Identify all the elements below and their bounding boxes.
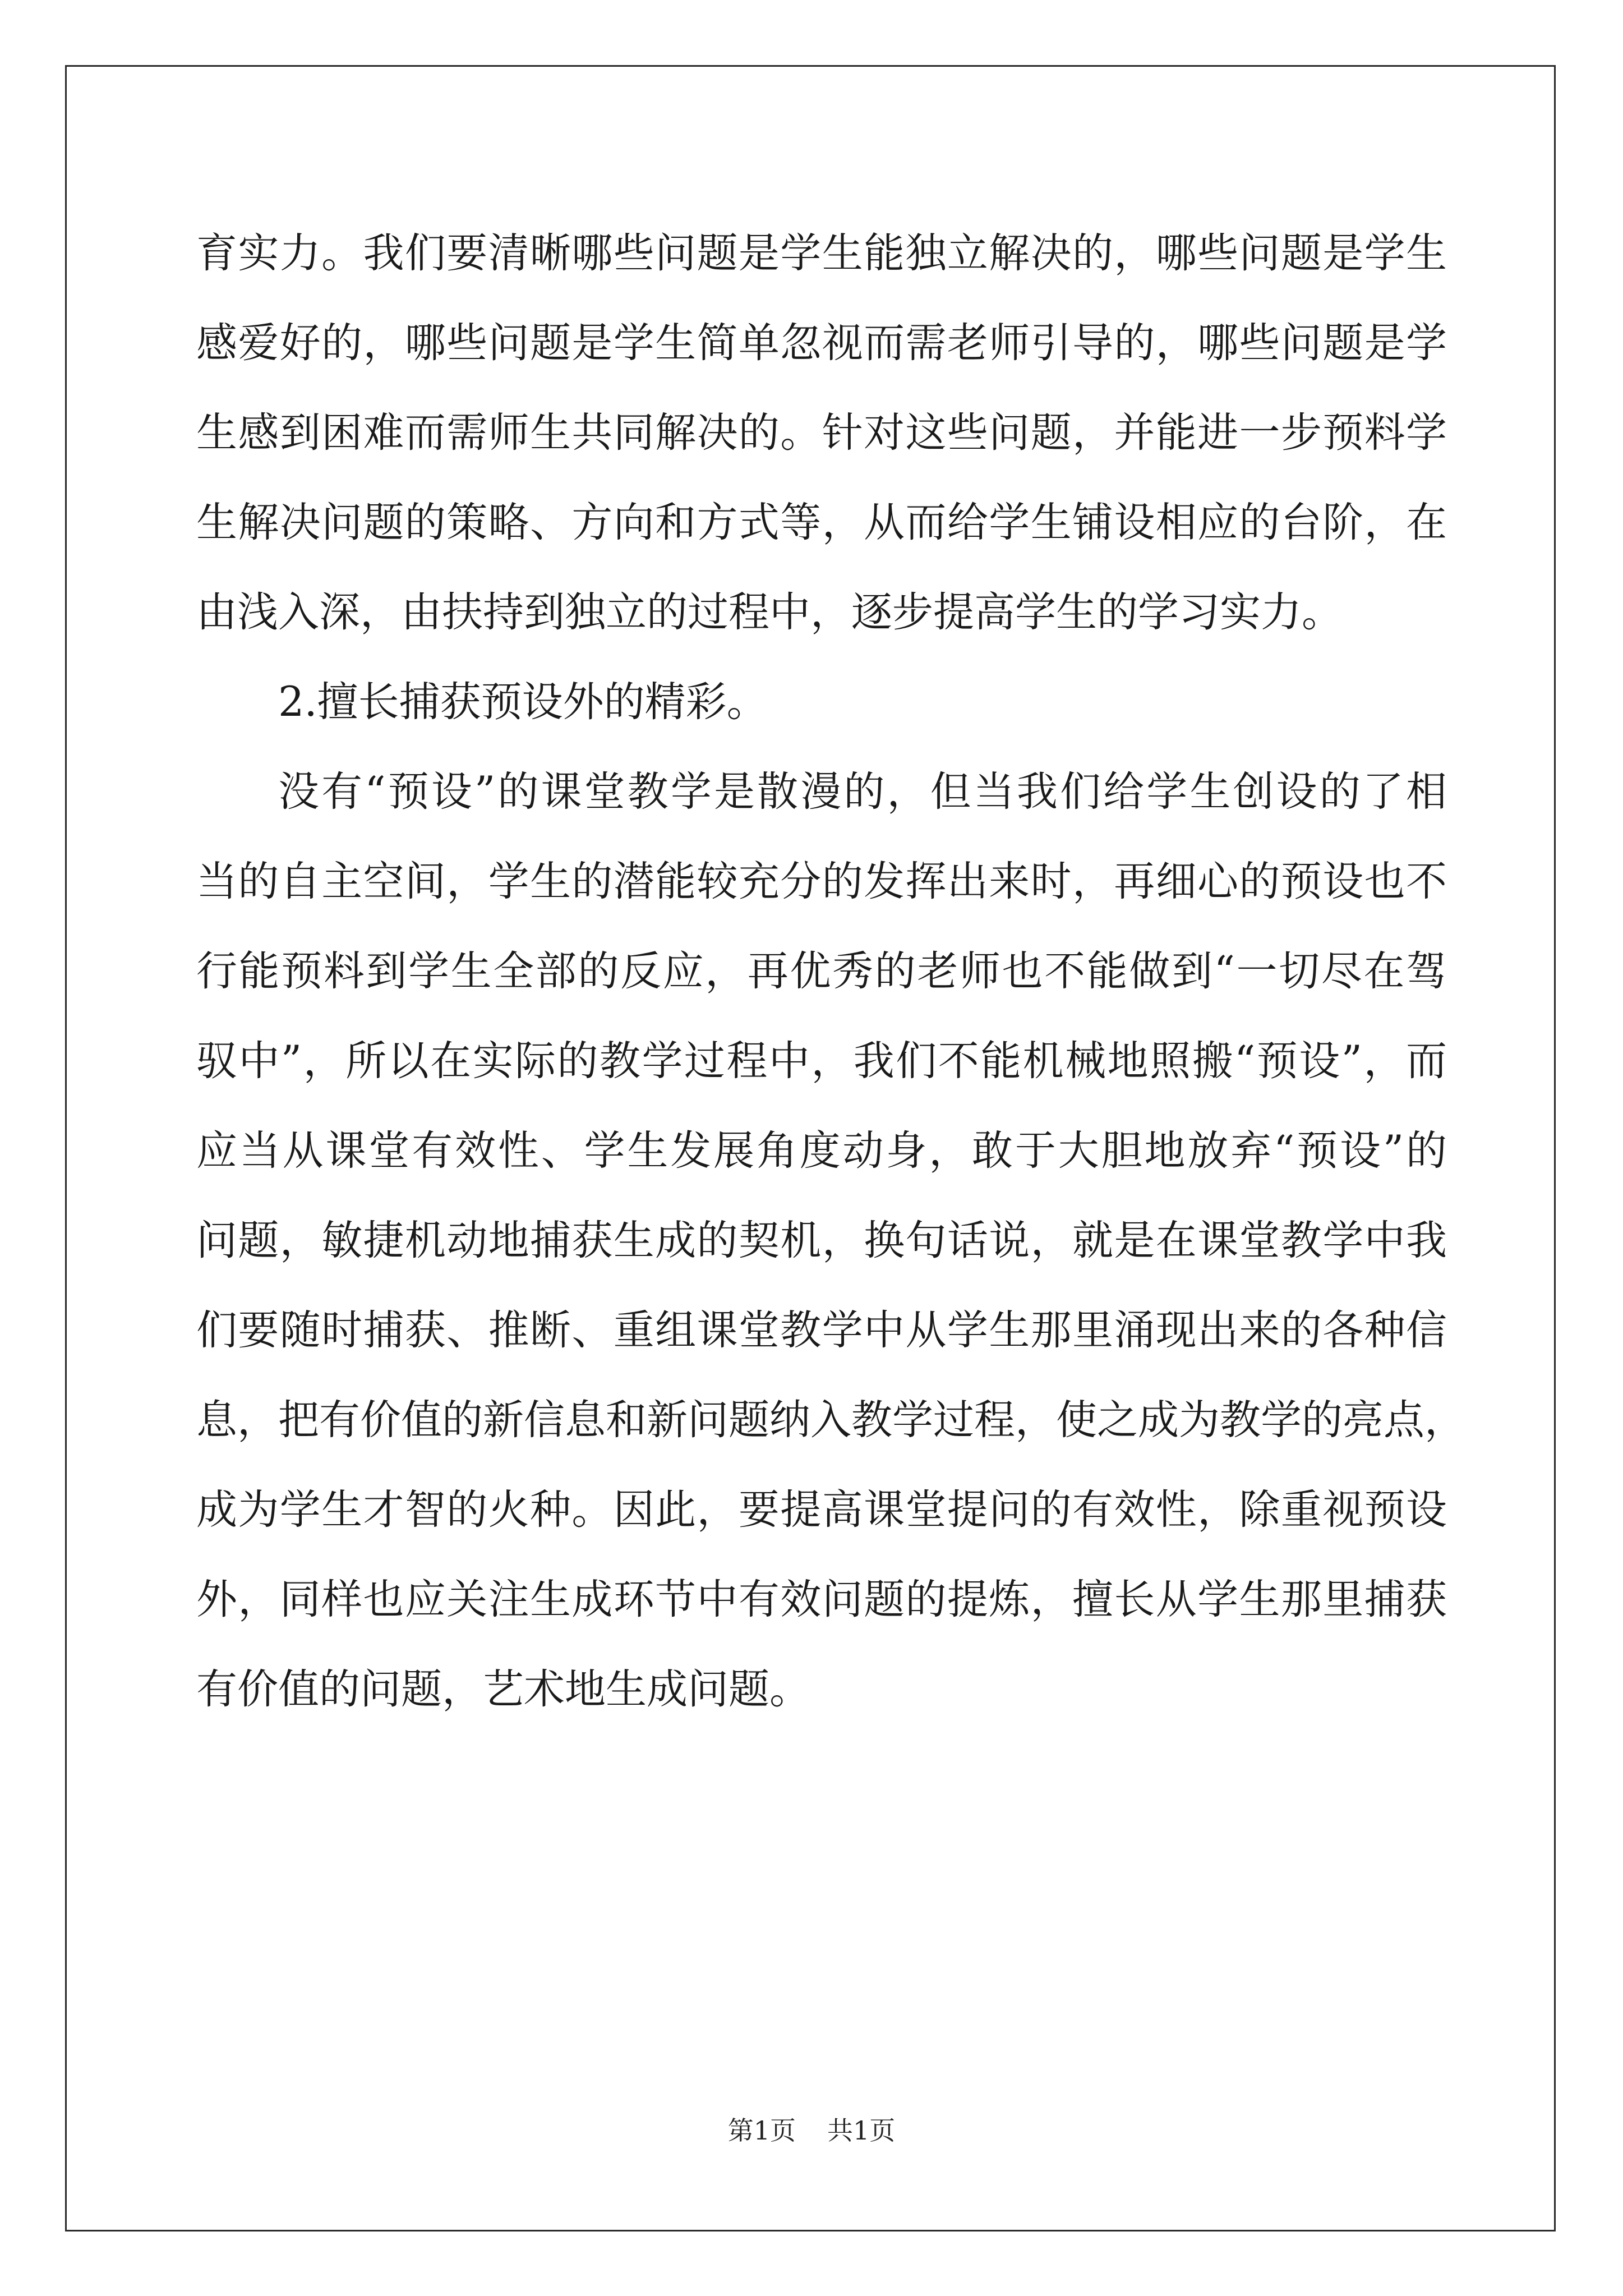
section-heading: 2.擅长捕获预设外的精彩。 bbox=[278, 678, 768, 726]
paragraph-3-line-6: 问题，敏捷机动地捕获生成的契机，换句话说，就是在课堂教学中我 bbox=[196, 1217, 1447, 1264]
paragraph-3-line-3: 行能预料到学生全部的反应，再优秀的老师也不能做到“一切尽在驾 bbox=[196, 947, 1447, 995]
paragraph-3-line-7: 们要随时捕获、推断、重组课堂教学中从学生那里涌现出来的各种信 bbox=[196, 1306, 1447, 1354]
paragraph-3-line-8: 息，把有价值的新信息和新问题纳入教学过程，使之成为教学的亮点， bbox=[196, 1396, 1465, 1444]
paragraph-3-line-10: 外，同样也应关注生成环节中有效问题的提炼，擅长从学生那里捕获 bbox=[196, 1576, 1447, 1623]
paragraph-1-line-1: 育实力。我们要清晰哪些问题是学生能独立解决的，哪些问题是学生 bbox=[196, 229, 1447, 277]
document-body bbox=[196, 209, 1465, 1734]
page-footer bbox=[0, 2110, 1623, 2147]
paragraph-3-line-2: 当的自主空间，学生的潜能较充分的发挥出来时，再细心的预设也不 bbox=[196, 858, 1447, 905]
paragraph-3-line-11: 有价值的问题，艺术地生成问题。 bbox=[196, 1665, 810, 1713]
page-number-total: 共1页 bbox=[827, 2115, 896, 2146]
paragraph-1-line-2: 感爱好的，哪些问题是学生简单忽视而需老师引导的，哪些问题是学 bbox=[196, 319, 1447, 367]
page-number-current: 第1页 bbox=[727, 2115, 796, 2146]
paragraph-3-line-9: 成为学生才智的火种。因此，要提高课堂提问的有效性，除重视预设 bbox=[196, 1486, 1447, 1534]
paragraph-1-line-5: 由浅入深，由扶持到独立的过程中，逐步提高学生的学习实力。 bbox=[196, 588, 1343, 636]
paragraph-3-line-5: 应当从课堂有效性、学生发展角度动身，敢于大胆地放弃“预设”的 bbox=[196, 1127, 1447, 1175]
paragraph-3-line-4: 驭中”，所以在实际的教学过程中，我们不能机械地照搬“预设”，而 bbox=[196, 1037, 1447, 1085]
paragraph-1-line-4: 生解决问题的策略、方向和方式等，从而给学生铺设相应的台阶，在 bbox=[196, 499, 1447, 546]
paragraph-1-line-3: 生感到困难而需师生共同解决的。针对这些问题，并能进一步预料学 bbox=[196, 409, 1447, 457]
paragraph-3-line-1: 没有“预设”的课堂教学是散漫的，但当我们给学生创设的了相 bbox=[278, 768, 1447, 816]
